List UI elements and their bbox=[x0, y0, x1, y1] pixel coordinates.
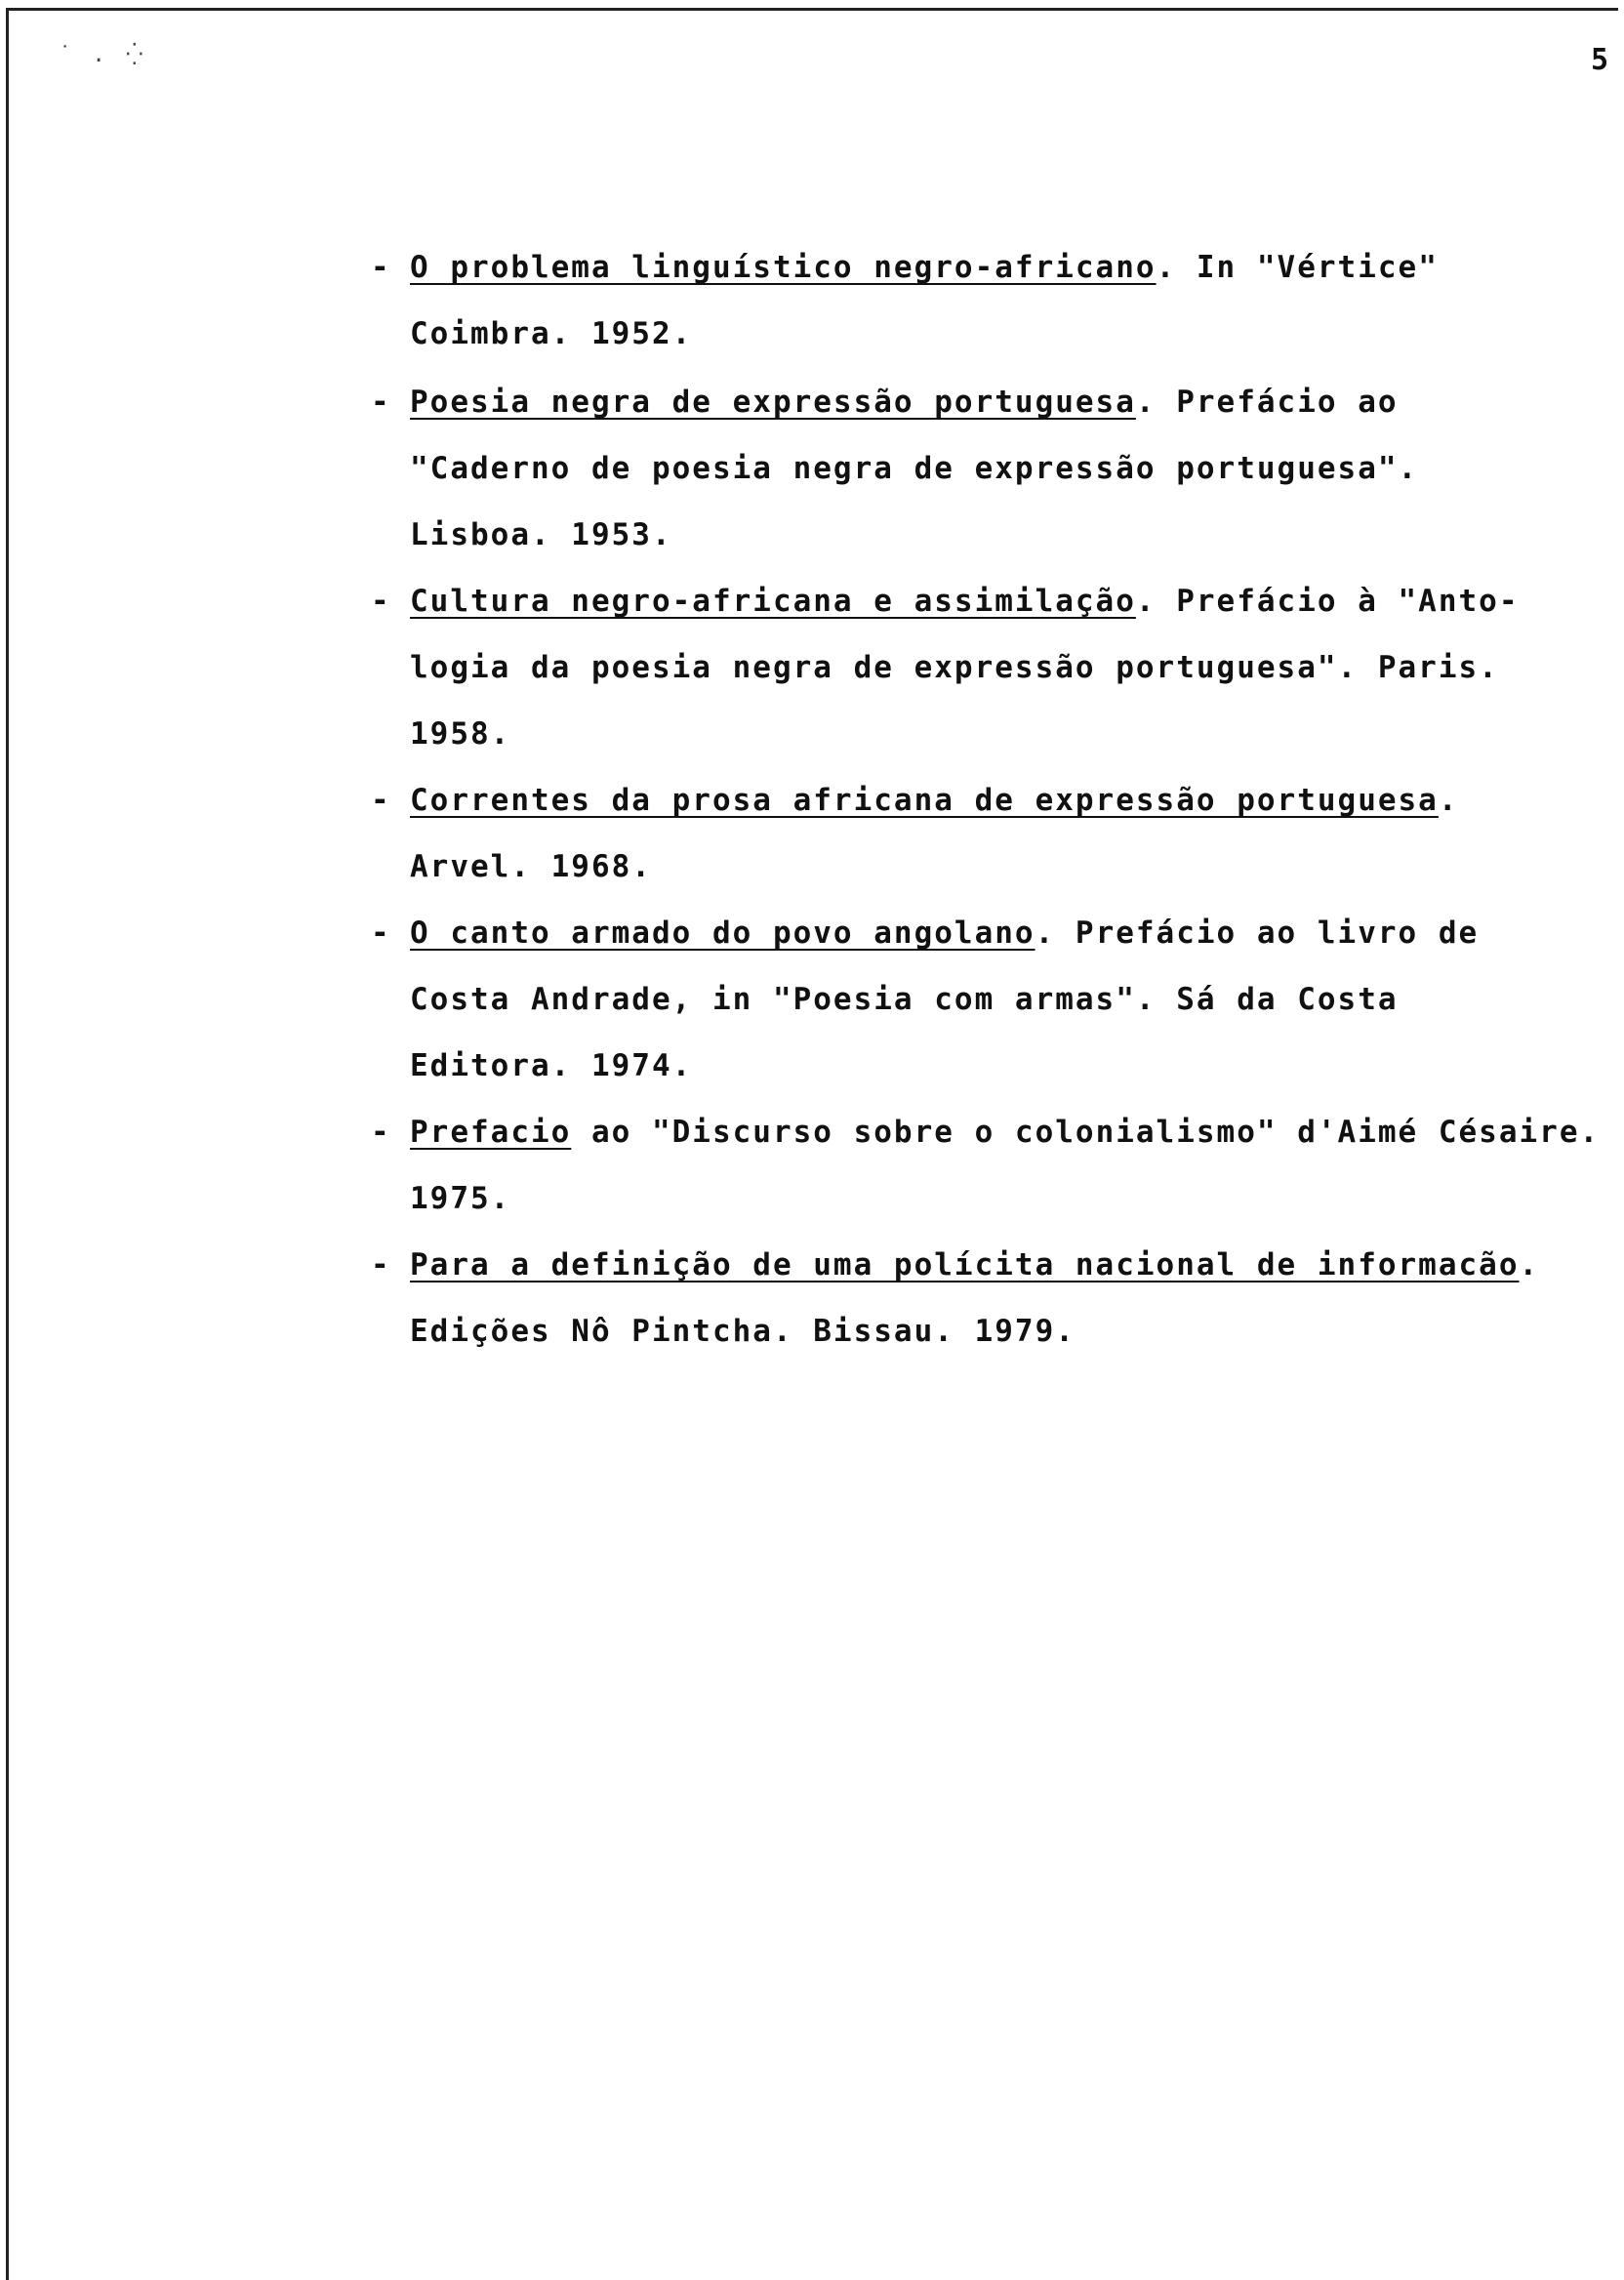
page-border-left bbox=[6, 8, 9, 2280]
entry-continuation: "Caderno de poesia negra de expressão portuguesa". bbox=[410, 451, 1419, 486]
entry-dash: - bbox=[371, 916, 391, 951]
entry-continuation: Costa Andrade, in "Poesia com armas". Sá da Costa bbox=[410, 982, 1399, 1017]
entry-details: . Prefácio ao bbox=[1135, 385, 1399, 420]
entry-continuation: 1958. bbox=[410, 716, 511, 752]
entry-details: . bbox=[1519, 1247, 1540, 1282]
entry-first-line bbox=[410, 900, 1601, 966]
bibliography-entry bbox=[371, 1099, 1601, 1232]
bibliography-entry bbox=[371, 767, 1601, 900]
entry-title: Cultura negro-africana e assimilação bbox=[410, 584, 1136, 619]
page-border-top bbox=[6, 8, 1618, 11]
entry-details: . In "Vértice" bbox=[1156, 250, 1439, 285]
entry-dash: - bbox=[371, 1247, 391, 1282]
entry-first-line bbox=[410, 568, 1601, 634]
entry-details: . Prefácio ao livro de bbox=[1035, 916, 1480, 951]
entry-continuation: 1975. bbox=[410, 1181, 511, 1216]
entry-dash: - bbox=[371, 783, 391, 818]
entry-title: O canto armado do povo angolano bbox=[410, 916, 1035, 951]
entry-title: Prefacio bbox=[410, 1115, 572, 1150]
entry-title: O problema linguístico negro-africano bbox=[410, 250, 1157, 285]
entry-continuation: Editora. 1974. bbox=[410, 1048, 693, 1083]
entry-first-line bbox=[410, 767, 1601, 834]
scan-speckle: ˙ . ⁛ bbox=[59, 43, 147, 67]
entry-continuation: logia da poesia negra de expressão portuguesa". Paris. bbox=[410, 650, 1499, 685]
bibliography-list bbox=[371, 234, 1601, 1364]
entry-first-line bbox=[410, 1099, 1601, 1165]
entry-details: . bbox=[1438, 783, 1459, 818]
entry-dash: - bbox=[371, 385, 391, 420]
bibliography-entry bbox=[371, 369, 1601, 568]
bibliography-entry bbox=[371, 234, 1601, 367]
entry-continuation: Arvel. 1968. bbox=[410, 849, 652, 884]
bibliography-entry bbox=[371, 900, 1601, 1099]
page-number: 5 bbox=[1590, 43, 1608, 77]
entry-first-line bbox=[410, 234, 1601, 301]
entry-title: Poesia negra de expressão portuguesa bbox=[410, 385, 1136, 420]
bibliography-entry bbox=[371, 1232, 1601, 1364]
entry-first-line bbox=[410, 1232, 1601, 1298]
bibliography-entry bbox=[371, 568, 1601, 767]
entry-first-line bbox=[410, 369, 1601, 435]
entry-title: Correntes da prosa africana de expressão portuguesa bbox=[410, 783, 1439, 818]
entry-continuation: Edições Nô Pintcha. Bissau. 1979. bbox=[410, 1314, 1076, 1349]
entry-title: Para a definição de uma polícita nacional de informacão bbox=[410, 1247, 1520, 1282]
entry-details: . Prefácio à "Anto- bbox=[1135, 584, 1520, 619]
entry-dash: - bbox=[371, 250, 391, 285]
entry-continuation: Lisboa. 1953. bbox=[410, 517, 672, 552]
entry-details: ao "Discurso sobre o colonialismo" d'Aimé Césaire. bbox=[571, 1115, 1601, 1150]
entry-dash: - bbox=[371, 1115, 391, 1150]
entry-continuation: Coimbra. 1952. bbox=[410, 316, 693, 351]
entry-dash: - bbox=[371, 584, 391, 619]
